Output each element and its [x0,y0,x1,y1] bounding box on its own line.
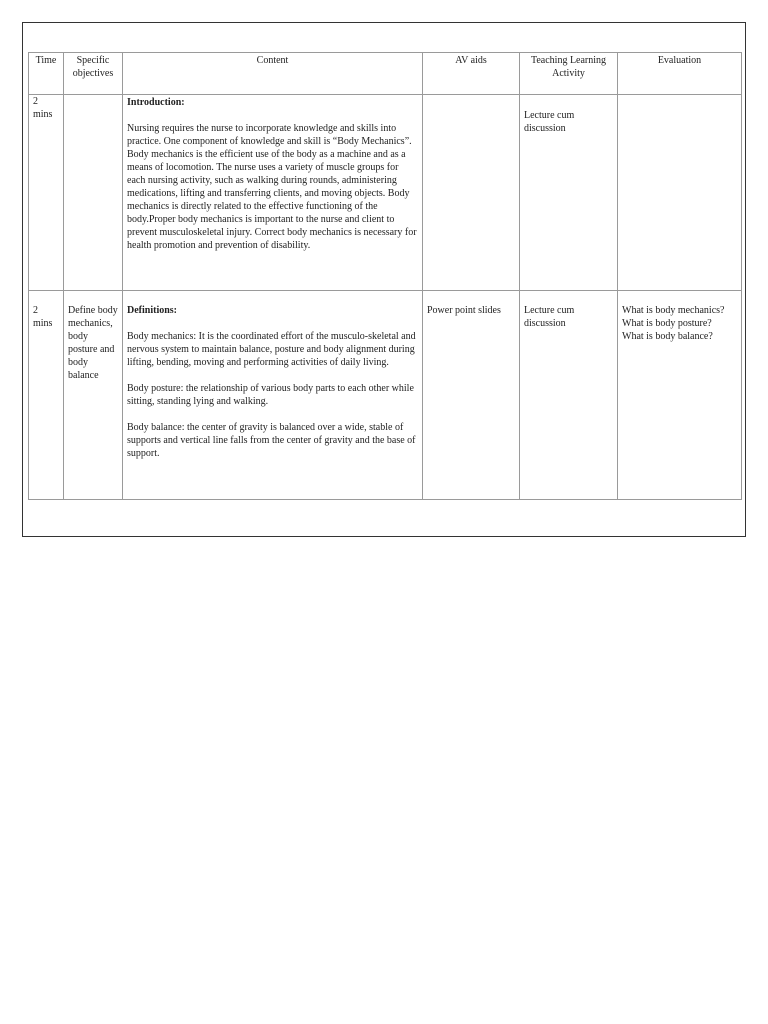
evaluation-cell [618,291,742,500]
content-paragraph: Nursing requires the nurse to incorporate knowledge and skills into practice. One component of knowledge and skill is “Body Mechanics”. Body mechanics is the efficient use of the body as a machine and as a means of locomotion. The nurse uses a variety of muscle groups for each nursing activity, such as walking during rounds, administering medications, lifting and transferring clients, and moving objects. Body mechanics is directly related to the effective functioning of the body.Proper body mechanics is important to the nurse and client to prevent musculoskeletal injury. Correct body mechanics is necessary for health promotion and prevention of disability. [127,123,417,251]
content-paragraph: Body balance: the center of gravity is balanced over a wide, stable of supports and vertical line falls from the center of gravity and the base of support. [127,422,416,459]
header-av-aids: AV aids [423,53,520,95]
header-content: Content [123,53,423,95]
header-time: Time [29,53,64,95]
content-heading: Introduction: [127,97,185,108]
time-cell: 2 mins [29,95,64,291]
objectives-cell: Define body mechanics, body posture and body balance [64,291,123,500]
activity-cell: Lecture cum discussion [520,95,618,291]
header-teaching-learning-activity: Teaching Learning Activity [520,53,618,95]
content-paragraph: Body mechanics: It is the coordinated effort of the musculo-skeletal and nervous system to maintain balance, posture and body alignment during lifting, bending, moving and performing activities of daily living. [127,331,416,368]
content-paragraph: Body posture: the relationship of various body parts to each other while sitting, standing lying and walking. [127,383,414,407]
header-specific-objectives: Specific objectives [64,53,123,95]
activity-cell: Lecture cum discussion [520,291,618,500]
lesson-plan-table [28,52,742,500]
header-evaluation: Evaluation [618,53,742,95]
content-cell [123,291,423,500]
evaluation-cell [618,95,742,291]
time-cell: 2 mins [29,291,64,500]
evaluation-question: What is body posture? [622,318,712,329]
evaluation-question: What is body balance? [622,331,713,342]
content-cell [123,95,423,291]
content-heading: Definitions: [127,305,177,316]
table-row [29,95,742,291]
evaluation-question: What is body mechanics? [622,305,725,316]
objectives-cell [64,95,123,291]
av-aids-cell [423,95,520,291]
table-header-row [29,53,742,95]
av-aids-cell: Power point slides [423,291,520,500]
table-row [29,291,742,500]
